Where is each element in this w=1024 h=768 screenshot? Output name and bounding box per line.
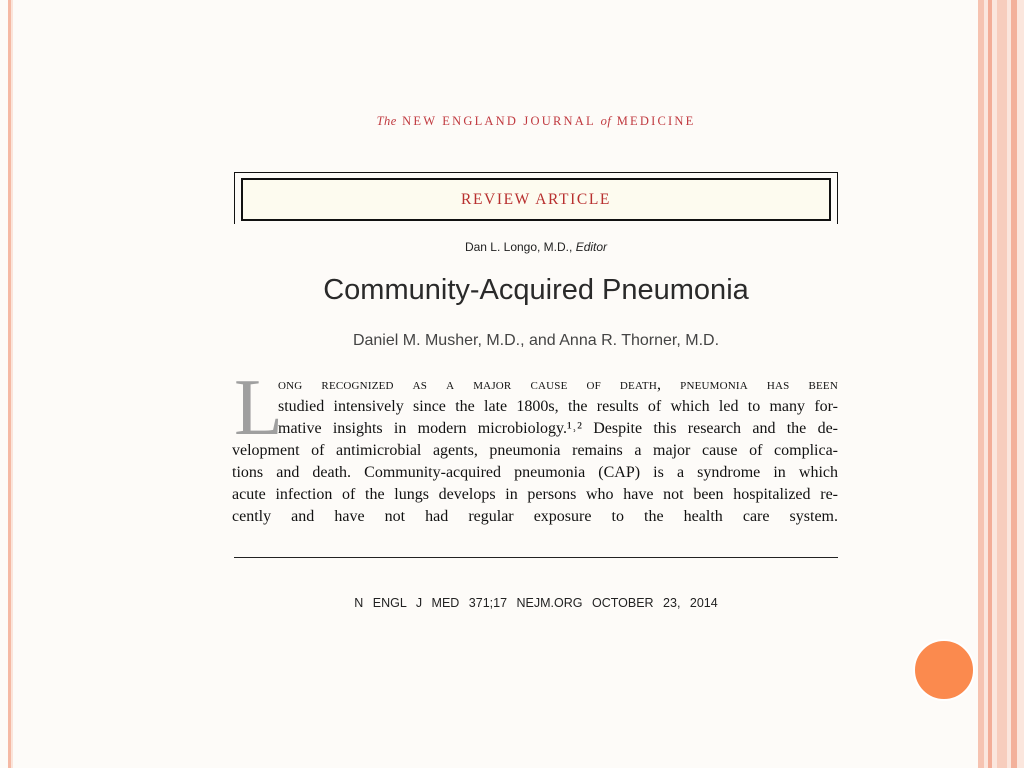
- divider-rule: [234, 557, 838, 558]
- editor-line: [232, 240, 840, 254]
- drop-cap: L: [234, 364, 283, 452]
- body-line: mative insights in modern microbiology.¹˒² Despite this research and the de-: [278, 420, 838, 437]
- left-border-stripe-inner: [11, 0, 13, 768]
- journal-header: [232, 114, 840, 129]
- section-label: REVIEW ARTICLE: [461, 190, 611, 208]
- article-title: Community-Acquired Pneumonia: [323, 274, 749, 306]
- journal-name-part1: NEW ENGLAND JOURNAL: [402, 114, 596, 128]
- journal-the: The: [376, 114, 397, 128]
- body-line: acute infection of the lungs develops in persons who have not been hospitalized re-: [232, 486, 838, 503]
- citation-line: [232, 596, 840, 610]
- review-frame: [234, 172, 838, 224]
- orange-circle-decoration: [913, 639, 975, 701]
- body-line: ong recognized as a major cause of death, pneumonia has been: [278, 376, 838, 393]
- journal-of: of: [600, 114, 612, 128]
- body-line: studied intensively since the late 1800s, the results of which led to many for-: [278, 398, 838, 415]
- article-image: [232, 100, 840, 620]
- citation-journal-ref: N ENGL J MED 371;17: [354, 596, 508, 610]
- journal-name-part2: MEDICINE: [616, 114, 696, 128]
- article-authors: Daniel M. Musher, M.D., and Anna R. Thorner, M.D.: [352, 332, 720, 349]
- editor-role: Editor: [575, 240, 608, 254]
- body-line: velopment of antimicrobial agents, pneumonia remains a major cause of complica-: [232, 442, 838, 459]
- citation-date: OCTOBER 23, 2014: [592, 596, 718, 610]
- right-stripe-2: [988, 0, 992, 768]
- right-stripe-1: [978, 0, 984, 768]
- section-banner: [241, 178, 831, 221]
- right-stripe-3: [997, 0, 1007, 768]
- body-line: tions and death. Community-acquired pneumonia (CAP) is a syndrome in which: [232, 464, 838, 481]
- body-line: cently and have not had regular exposure to the health care system.: [232, 508, 838, 525]
- citation-site: NEJM.ORG: [516, 596, 583, 610]
- right-stripe-4: [1011, 0, 1017, 768]
- editor-name: Dan L. Longo, M.D.,: [464, 240, 576, 254]
